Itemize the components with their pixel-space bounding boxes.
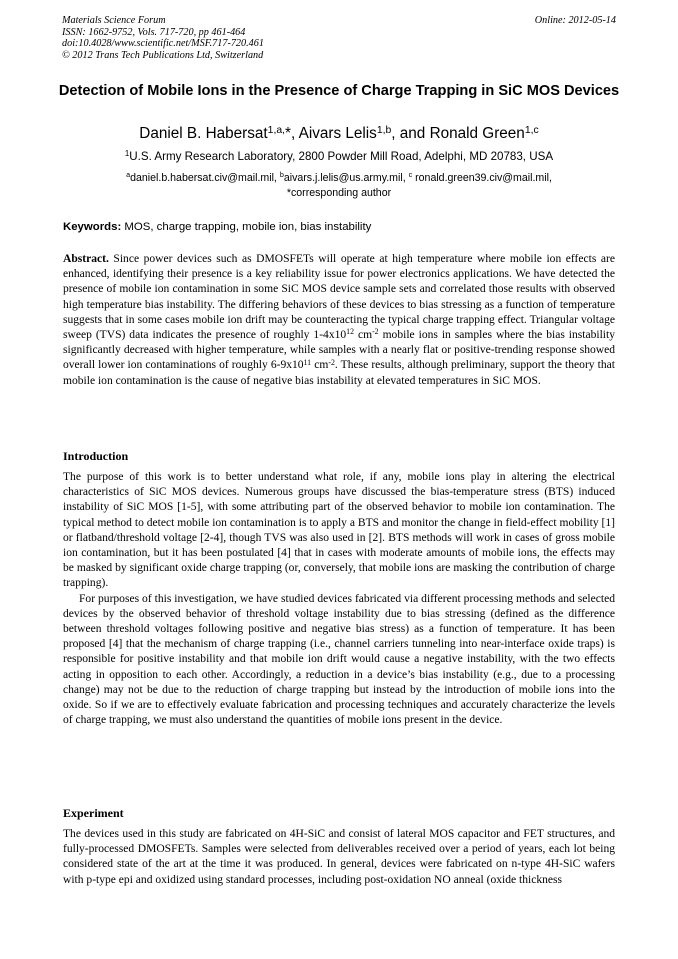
author-name: Ronald Green xyxy=(429,125,525,142)
email-link[interactable]: aivars.j.lelis@us.army.mil, xyxy=(283,172,409,184)
introduction-section xyxy=(63,470,615,728)
author-superscript: 1,b xyxy=(376,124,392,136)
exponent: 11 xyxy=(303,357,312,367)
abstract-paragraph xyxy=(63,252,615,389)
abstract-label: Abstract. xyxy=(63,253,109,265)
abstract-text: mobile ions in samples where the bias instability significantly decreased with higher temperature, while samples with a nearly flat or positive-trending response showed overall lower ion contaminations of roughly 6-9x10 xyxy=(63,329,615,372)
email-superscript: a xyxy=(126,170,131,180)
journal-header xyxy=(62,15,616,61)
email-superscript: b xyxy=(279,170,284,180)
abstract-text: Since power devices such as DMOSFETs will operate at high temperature where mobile ion effects are enhanced, identifying their presence is a key reliability issue for power electronics applications. We have detected the presence of mobile ion contamination in some SiC MOS device sample sets and correlated those results with observed high temperature bias instability. The differing behaviors of these devices to bias stressing as a function of temperature suggests that in some cases mobile ion drift may be counteracting the typical charge trapping effect. Triangular voltage sweep (TVS) data indicates the presence of roughly 1-4x10 xyxy=(63,253,615,342)
experiment-section xyxy=(63,827,615,888)
author-superscript: 1,a, xyxy=(267,124,286,136)
doi-line: doi:10.4028/www.scientific.net/MSF.717-720.461 xyxy=(62,38,264,50)
experiment-heading: Experiment xyxy=(63,806,124,820)
journal-name: Materials Science Forum xyxy=(62,15,166,26)
corresponding-mark: * xyxy=(285,125,291,142)
exponent: -2 xyxy=(328,357,335,367)
introduction-heading: Introduction xyxy=(63,449,129,463)
issn-line: ISSN: 1662-9752, Vols. 717-720, pp 461-464 xyxy=(62,26,246,38)
author-name: Daniel B. Habersat xyxy=(139,125,268,142)
affiliation xyxy=(40,149,638,164)
introduction-paragraph-2: For purposes of this investigation, we have studied devices fabricated via different processing methods and selected devices by the observed behavior of threshold voltage instability due to bias stressing (defined as the difference between threshold voltages following positive and negative bias stress) as a function of temperature. It has been proposed [4] that the mechanism of charge trapping (i.e., channel carriers tunneling into near-interface oxide traps) is responsible for positive instability and that mobile ion drift would cause a negative instability, with the two effects acting in opposition to each other. Accordingly, a reduction in a device’s bias instability (e.g., due to a processing change) may not be due to the reduction of charge trapping but instead by the introduction of mobile ions into the oxide. So if we are to effectively evaluate fabrication and processing techniques and accurately characterize the levels of charge trapping, we must also understand the quantities of mobile ions present in the device. xyxy=(63,592,615,727)
keywords-label: Keywords: xyxy=(63,221,122,233)
email-link[interactable]: ronald.green39.civ@mail.mil, xyxy=(412,172,552,184)
email-superscript: c xyxy=(408,170,413,180)
keywords xyxy=(63,220,615,235)
author-name: Aivars Lelis xyxy=(298,125,377,142)
keywords-text: MOS, charge trapping, mobile ion, bias instability xyxy=(121,221,372,233)
paper-title: Detection of Mobile Ions in the Presence of Charge Trapping in SiC MOS Devices xyxy=(58,83,620,99)
email-link[interactable]: daniel.b.habersat.civ@mail.mil, xyxy=(130,172,280,184)
abstract-text: cm xyxy=(353,329,373,342)
affiliation-superscript: 1 xyxy=(124,149,130,159)
introduction-paragraph-1: The purpose of this work is to better understand what role, if any, mobile ions play in altering the electrical characteristics of SiC MOS devices. Numerous groups have discussed the bias-temperature stress (BTS) induced instability of SiC MOS [1-5], with some attributing part of the observed behavior to mobile ion contamination. The typical method to detect mobile ion contamination is to apply a BTS and monitor the change in field-effect mobility [1] or flatband/threshold voltage [2-4], though TVS was also used in [2]. BTS methods will work in cases of gross mobile ion contamination, but it has been postulated [4] that in cases with moderate amounts of mobile ions, the effects may be masked by significant oxide charge trapping (or, conversely, that mobile ions are masking the contribution of charge trapping). xyxy=(63,471,615,590)
author-separator: , and xyxy=(391,125,430,142)
abstract xyxy=(63,252,615,389)
abstract-text: . These results, although preliminary, support the theory that mobile ion contamination is the cause of negative bias instability at elevated temperatures in SiC MOS. xyxy=(63,359,615,387)
affiliation-text: U.S. Army Research Laboratory, 2800 Powder Mill Road, Adelphi, MD 20783, USA xyxy=(129,150,554,163)
author-list xyxy=(40,125,638,143)
abstract-text: cm xyxy=(311,359,329,372)
corresponding-author-note: *corresponding author xyxy=(286,186,392,199)
exponent: -2 xyxy=(372,327,379,337)
experiment-paragraph-1: The devices used in this study are fabricated on 4H-SiC and consist of lateral MOS capacitor and FET structures, and fully-processed DMOSFETs. Samples were selected from deliverables received over a period of years, each lot being considered state of the art at the time it was produced. In general, devices were fabricated on n-type 4H-SiC wafers with p-type epi and oxidized using standard processes, including post-oxidation NO anneal (oxide thickness xyxy=(63,828,615,886)
exponent: 12 xyxy=(346,327,354,337)
online-date: Online: 2012-05-14 xyxy=(534,15,616,26)
email-row xyxy=(40,171,638,186)
copyright-line: © 2012 Trans Tech Publications Ltd, Switzerland xyxy=(62,49,264,61)
author-emails xyxy=(40,171,638,200)
author-superscript: 1,c xyxy=(524,124,539,136)
author-separator: , xyxy=(290,125,299,142)
